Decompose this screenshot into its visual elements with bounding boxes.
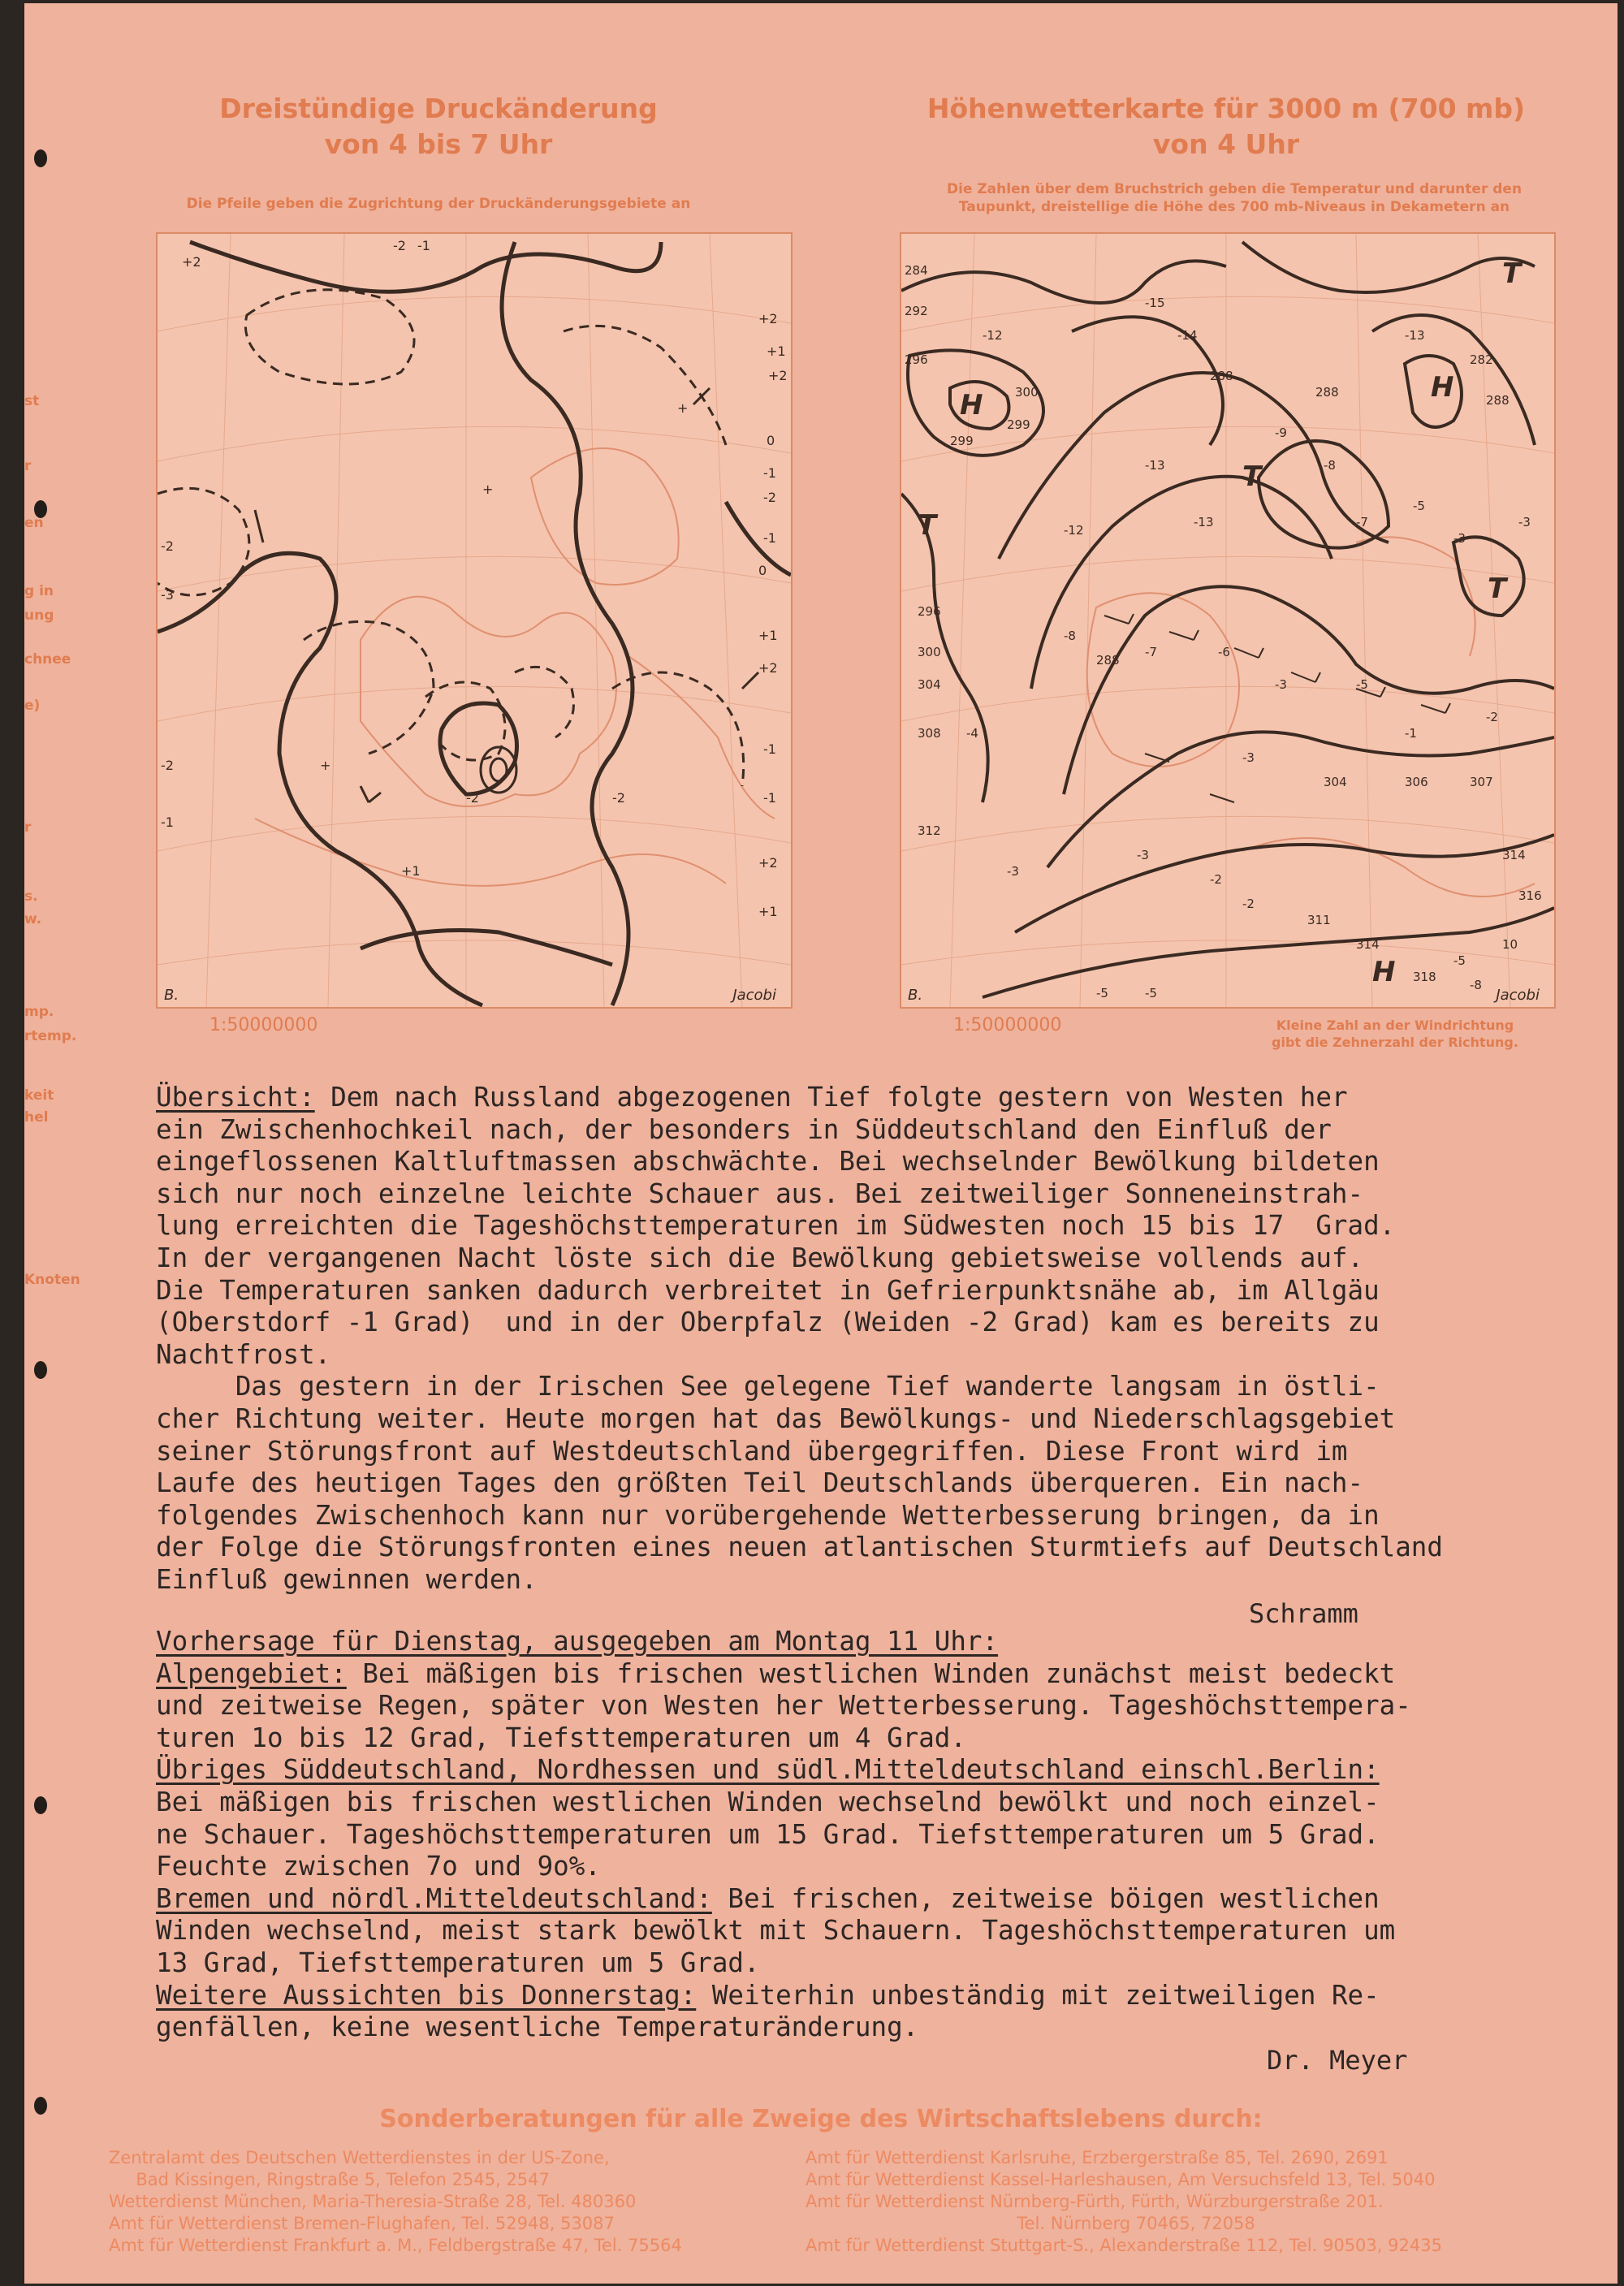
svg-text:-7: -7 [1356, 515, 1368, 529]
overview-line: Laufe des heutigen Tages den größten Teil Deutschlands überqueren. Ein nach- [156, 1467, 1364, 1499]
svg-text:T: T [1242, 460, 1262, 493]
north-heading: Bremen und nördl.Mitteldeutschland: [156, 1882, 712, 1914]
legend-fragment: r [24, 458, 32, 474]
svg-text:-5: -5 [1356, 677, 1368, 692]
svg-text:-4: -4 [966, 726, 978, 741]
svg-text:-3: -3 [1137, 848, 1149, 862]
svg-text:-2: -2 [612, 790, 625, 806]
forecast-line: und zeitweise Regen, später von Westen her Wetterbesserung. Tageshöchsttempera- [156, 1690, 1411, 1722]
legend-fragment: e) [24, 698, 41, 714]
footer-left-addresses [109, 2147, 682, 2257]
right-map-title-line2: von 4 Uhr [1152, 128, 1300, 160]
forecast-text [156, 1626, 1618, 2044]
footer-address: Wetterdienst München, Maria-Theresia-Straße 28, Tel. 480360 [109, 2192, 637, 2211]
legend-fragment: Knoten [24, 1272, 80, 1288]
footer-address: Amt für Wetterdienst Stuttgart-S., Alexanderstraße 112, Tel. 90503, 92435 [806, 2236, 1442, 2255]
footer-title: Sonderberatungen für alle Zweige des Wirtschaftslebens durch: [379, 2105, 1263, 2133]
south-heading: Übriges Süddeutschland, Nordhessen und südl.Mitteldeutschland einschl.Berlin: [156, 1754, 1380, 1786]
svg-text:H: H [960, 389, 983, 421]
svg-text:-7: -7 [1145, 645, 1157, 659]
forecast-line: Winden wechselnd, meist stark bewölkt mit Schauern. Tageshöchsttemperaturen um [156, 1915, 1396, 1947]
legend-fragment: st [24, 393, 40, 409]
svg-text:282: 282 [1470, 352, 1493, 367]
svg-text:296: 296 [918, 604, 941, 619]
svg-text:T: T [1488, 573, 1507, 605]
overview-line: Dem nach Russland abgezogenen Tief folgte gestern von Westen her [314, 1082, 1348, 1113]
overview-line: (Oberstdorf -1 Grad) und in der Oberpfalz (Weiden -2 Grad) kam es bereits zu [156, 1307, 1380, 1338]
svg-text:-5: -5 [1096, 986, 1108, 1000]
map-author: Jacobi [732, 987, 776, 1004]
right-map-note-line1: Kleine Zahl an der Windrichtung [1276, 1018, 1514, 1033]
left-map-title [171, 91, 706, 162]
footer-address: Amt für Wetterdienst Frankfurt a. M., Feldbergstraße 47, Tel. 75564 [109, 2236, 682, 2255]
right-map-subtitle-line1: Die Zahlen über dem Bruchstrich geben die Temperatur und darunter den [946, 181, 1522, 197]
right-map-note-line2: gibt die Zehnerzahl der Richtung. [1272, 1035, 1518, 1050]
svg-text:299: 299 [950, 434, 974, 448]
pressure-change-map [156, 232, 793, 1009]
overview-line: cher Richtung weiter. Heute morgen hat das Bewölkungs- und Niederschlagsgebiet [156, 1402, 1396, 1434]
punch-hole [34, 1361, 47, 1379]
alps-heading: Alpengebiet: [156, 1657, 347, 1689]
svg-text:292: 292 [905, 304, 928, 318]
svg-text:-1: -1 [763, 530, 776, 546]
svg-text:+1: +1 [767, 344, 786, 359]
svg-text:288: 288 [1096, 653, 1120, 668]
svg-text:-2: -2 [161, 538, 174, 554]
overview-line: der Folge die Störungsfronten eines neuen atlantischen Sturmtiefs auf Deutschland [156, 1532, 1443, 1563]
forecast-line: turen 1o bis 12 Grad, Tiefsttemperaturen um 4 Grad. [156, 1722, 966, 1753]
overview-line: Nachtfrost. [156, 1338, 331, 1370]
footer-address: Zentralamt des Deutschen Wetterdienstes in der US-Zone, [109, 2148, 610, 2167]
svg-text:-3: -3 [1007, 864, 1019, 879]
overview-line: In der vergangenen Nacht löste sich die Bewölkung gebietsweise vollends auf. [156, 1242, 1364, 1273]
svg-text:318: 318 [1413, 970, 1436, 984]
legend-fragment: chnee [24, 651, 71, 668]
left-map-scale: 1:50000000 [209, 1015, 318, 1035]
svg-text:-3: -3 [1518, 515, 1531, 529]
overview-line: sich nur noch einzelne leichte Schauer aus. Bei zeitweiliger Sonneneinstrah- [156, 1178, 1364, 1209]
svg-text:-1: -1 [763, 465, 776, 481]
forecast-line: genfällen, keine wesentliche Temperaturänderung. [156, 2012, 919, 2043]
svg-text:+: + [482, 482, 494, 497]
forecast-line: Bei mäßigen bis frischen westlichen Winden wechselnd bewölkt und noch einzel- [156, 1786, 1380, 1817]
svg-text:-2: -2 [763, 490, 776, 505]
svg-text:+2: +2 [758, 660, 778, 676]
pressure-change-map-drawing [158, 234, 791, 1007]
forecast-line: Feuchte zwischen 7o und 9o%. [156, 1851, 601, 1882]
right-map-title [918, 91, 1535, 162]
svg-text:312: 312 [918, 823, 941, 838]
legend-fragment: mp. [24, 1004, 54, 1020]
svg-text:-5: -5 [1453, 953, 1466, 968]
svg-text:304: 304 [1324, 775, 1347, 789]
svg-text:300: 300 [1015, 385, 1039, 400]
footer-right-addresses [806, 2147, 1442, 2257]
overview-line: seiner Störungsfront auf Westdeutschland übergegriffen. Diese Front wird im [156, 1435, 1348, 1467]
svg-text:+: + [677, 400, 689, 416]
svg-text:-2: -2 [161, 758, 174, 773]
right-map-scale: 1:50000000 [953, 1015, 1062, 1035]
upper-air-map-drawing [901, 234, 1554, 1007]
footer-address: Bad Kissingen, Ringstraße 5, Telefon 2545, 2547 [109, 2170, 550, 2189]
overview-line: lung erreichten die Tageshöchsttemperaturen im Südwesten noch 15 bis 17 Grad. [156, 1210, 1396, 1242]
legend-fragment: keit [24, 1087, 54, 1104]
right-map-title-line1: Höhenwetterkarte für 3000 m (700 mb) [926, 93, 1526, 124]
svg-text:-5: -5 [1145, 986, 1157, 1000]
forecast-line: Weiterhin unbeständig mit zeitweiligen Re- [696, 1979, 1380, 2011]
right-map-subtitle-line2: Taupunkt, dreistellige die Höhe des 700 mb-Niveaus in Dekametern an [958, 199, 1510, 215]
svg-text:+1: +1 [401, 863, 421, 879]
overview-line: ein Zwischenhochkeil nach, der besonders in Süddeutschland den Einfluß der [156, 1113, 1332, 1145]
svg-text:299: 299 [1007, 417, 1030, 432]
svg-text:-8: -8 [1470, 978, 1482, 992]
svg-text:-14: -14 [1177, 328, 1198, 343]
svg-text:H: H [1372, 956, 1396, 988]
svg-text:284: 284 [905, 263, 928, 278]
map-corner-mark: B. [908, 987, 923, 1004]
svg-text:-2: -2 [1486, 710, 1498, 724]
legend-fragment: w. [24, 911, 42, 927]
overview-line: eingeflossenen Kaltluftmassen abschwächte. Bei wechselnder Bewölkung bildeten [156, 1146, 1380, 1178]
svg-text:-1: -1 [161, 815, 174, 830]
forecast-line: Bei frischen, zeitweise böigen westlichen [711, 1882, 1380, 1914]
svg-text:-2: -2 [1242, 897, 1255, 911]
svg-text:288: 288 [1210, 369, 1233, 383]
svg-text:-2: -2 [1210, 872, 1222, 887]
overview-heading: Übersicht: [156, 1082, 315, 1113]
svg-text:-15: -15 [1145, 296, 1165, 310]
svg-text:-5: -5 [1413, 499, 1425, 513]
svg-text:288: 288 [1315, 385, 1339, 400]
svg-text:296: 296 [905, 352, 928, 367]
svg-text:311: 311 [1307, 913, 1331, 927]
svg-text:+2: +2 [768, 368, 788, 383]
right-map-note [1216, 1017, 1574, 1051]
upper-air-map [900, 232, 1556, 1009]
map-author: Jacobi [1496, 987, 1540, 1004]
svg-text:288: 288 [1486, 393, 1510, 408]
overview-line: Das gestern in der Irischen See gelegene Tief wanderte langsam in östli- [156, 1371, 1380, 1402]
legend-fragment: g in [24, 583, 54, 599]
svg-text:314: 314 [1502, 848, 1526, 862]
legend-fragment: s. [24, 888, 38, 905]
punch-hole [34, 1796, 47, 1814]
map-corner-mark: B. [164, 987, 179, 1004]
svg-text:304: 304 [918, 677, 941, 692]
footer-address: Amt für Wetterdienst Kassel-Harleshausen, Am Versuchsfeld 13, Tel. 5040 [806, 2170, 1436, 2189]
svg-text:T: T [1502, 257, 1522, 290]
punch-hole [34, 149, 47, 167]
legend-fragment: r [24, 819, 32, 836]
svg-text:10: 10 [1502, 937, 1518, 952]
svg-text:-3: -3 [1242, 750, 1255, 765]
svg-text:-1: -1 [763, 741, 776, 757]
forecast-signature: Dr. Meyer [1267, 2045, 1408, 2076]
svg-text:0: 0 [767, 433, 775, 448]
svg-text:-12: -12 [983, 328, 1003, 343]
svg-text:-1: -1 [417, 238, 430, 253]
svg-text:T: T [918, 509, 937, 542]
svg-text:-12: -12 [1064, 523, 1084, 538]
svg-text:308: 308 [918, 726, 941, 741]
right-map-subtitle [893, 180, 1575, 216]
left-map-title-line2: von 4 bis 7 Uhr [324, 128, 553, 160]
legend-fragment: en [24, 515, 44, 531]
svg-text:306: 306 [1405, 775, 1428, 789]
legend-fragment: hel [24, 1109, 49, 1126]
svg-text:+1: +1 [758, 904, 778, 919]
svg-text:316: 316 [1518, 888, 1542, 903]
footer-address: Amt für Wetterdienst Karlsruhe, Erzbergerstraße 85, Tel. 2690, 2691 [806, 2148, 1389, 2167]
outlook-heading: Weitere Aussichten bis Donnerstag: [156, 1979, 697, 2011]
svg-text:-3: -3 [161, 587, 174, 603]
forecast-line: 13 Grad, Tiefsttemperaturen um 5 Grad. [156, 1947, 760, 1978]
footer-address: Amt für Wetterdienst Bremen-Flughafen, Tel. 52948, 53087 [109, 2214, 615, 2233]
forecast-heading: Vorhersage für Dienstag, ausgegeben am Montag 11 Uhr: [156, 1626, 999, 1657]
svg-text:-13: -13 [1405, 328, 1425, 343]
svg-text:+2: +2 [758, 855, 778, 871]
svg-text:-13: -13 [1145, 458, 1165, 473]
svg-text:314: 314 [1356, 937, 1380, 952]
overview-text [156, 1082, 1618, 1597]
forecast-line: Bei mäßigen bis frischen westlichen Winden zunächst meist bedeckt [346, 1657, 1396, 1689]
svg-text:300: 300 [918, 645, 941, 659]
svg-text:+: + [320, 758, 331, 773]
svg-text:-6: -6 [1218, 645, 1230, 659]
svg-text:+2: +2 [182, 254, 201, 270]
svg-text:-9: -9 [1275, 426, 1287, 440]
footer-address: Amt für Wetterdienst Nürnberg-Fürth, Fürth, Würzburgerstraße 201. [806, 2192, 1384, 2211]
svg-text:-2: -2 [393, 238, 406, 253]
svg-text:H: H [1431, 371, 1454, 404]
svg-text:-8: -8 [1064, 629, 1076, 643]
overview-line: folgendes Zwischenhoch kann nur vorübergehende Wetterbesserung bringen, da in [156, 1499, 1380, 1531]
overview-signature: Schramm [1249, 1598, 1358, 1629]
svg-text:-8: -8 [1324, 458, 1336, 473]
svg-text:-1: -1 [1405, 726, 1417, 741]
overview-line: Die Temperaturen sanken dadurch verbreitet in Gefrierpunktsnähe ab, im Allgäu [156, 1274, 1380, 1306]
left-map-title-line1: Dreistündige Druckänderung [219, 93, 658, 124]
footer-address: Tel. Nürnberg 70465, 72058 [806, 2214, 1255, 2233]
svg-text:-1: -1 [763, 790, 776, 806]
overview-line: Einfluß gewinnen werden. [156, 1563, 538, 1595]
document-page [24, 3, 1618, 2284]
legend-fragment: ung [24, 607, 54, 624]
svg-text:307: 307 [1470, 775, 1493, 789]
svg-text:-3: -3 [1275, 677, 1287, 692]
forecast-line: ne Schauer. Tageshöchsttemperaturen um 15 Grad. Tiefsttemperaturen um 5 Grad. [156, 1818, 1380, 1850]
svg-text:0: 0 [758, 563, 767, 578]
svg-text:-13: -13 [1194, 515, 1214, 529]
svg-text:-3: -3 [1453, 531, 1466, 546]
svg-text:-2: -2 [466, 790, 479, 806]
legend-fragment: rtemp. [24, 1028, 77, 1044]
left-map-subtitle: Die Pfeile geben die Zugrichtung der Druckänderungsgebiete an [186, 196, 691, 212]
svg-text:+1: +1 [758, 628, 778, 643]
svg-text:+2: +2 [758, 311, 778, 326]
